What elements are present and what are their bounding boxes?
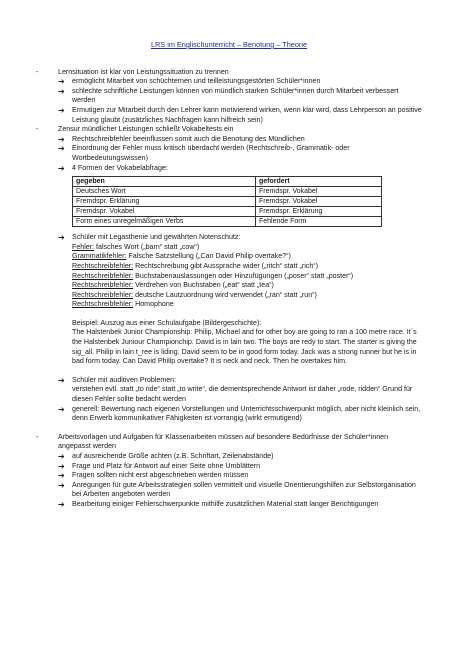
table-row: [73, 207, 382, 217]
table-cell: Fremdspr. Vokabel: [73, 207, 256, 217]
table-header-row: [73, 177, 382, 187]
arrow-icon: ➔: [58, 480, 65, 490]
table-cell: Fremdspr. Erklärung: [73, 197, 256, 207]
arrow-icon: ➔: [58, 375, 65, 385]
arrow-icon: ➔: [58, 134, 65, 144]
error-list: [58, 243, 422, 310]
arrow-icon: ➔: [58, 461, 65, 471]
section-text: Zensur mündlicher Leistungen schließt Vokabeltests ein: [58, 125, 234, 134]
page-title: LRS im Englischunterricht – Benotung – Theorie: [150, 40, 308, 49]
dash-bullet: -: [36, 125, 39, 134]
arrow-icon: ➔: [58, 86, 65, 96]
list-item: ➔ Fragen sollten nicht erst abgeschrieben werden müssen: [58, 471, 249, 481]
arrow-icon: ➔: [58, 144, 65, 154]
table-row: [73, 197, 382, 207]
list-item: ➔ schlechte schriftliche Leistungen können von mündlich starken Schüler*innen durch Mitarbeit verbessert werden: [58, 86, 399, 105]
section-arbeitsvorlagen: [36, 433, 422, 510]
auditiv-text: verstehen evtl. statt „to ride“ statt „to write“, die dementsprechende Antwort ist daher „rode, ridden“ Grund für diesen Fehler sollte bedacht werden: [72, 385, 413, 404]
list-item: ➔ Einordnung der Fehler muss kritisch überdacht werden (Rechtschreib-, Grammatik- oder Wortbedeutungswissen): [58, 144, 350, 162]
error-item: Grammatikfehler: Falsche Satzstellung („Can David Philip overtake?“): [72, 252, 291, 261]
table-cell: Deutsches Wort: [73, 187, 256, 197]
arrow-icon: ➔: [58, 77, 65, 87]
section-text: Arbeitsvorlagen und Aufgaben für Klassenarbeiten müssen auf besondere Bedürfnisse der Schüler*innen angepasst werden: [58, 432, 389, 451]
arrow-icon: ➔: [58, 105, 65, 115]
list-item: ➔ generell: Bewertung nach eigenen Vorstellungen und Unterrichtsschwerpunkt möglich, aber nicht kleinlich sein, denn Erwerb kommunikativer Fähigkeiten ist vorrangig (wirkt ermutigend): [58, 404, 421, 423]
example-title: Beispiel: Auszug aus einer Schulaufgabe (Bildergeschichte):: [72, 318, 262, 327]
list-item: ➔ Ermutigen zur Mitarbeit durch den Lehrer kann motivierend wirken, wenn klar wird, dass Lehrperson an positive Leistung glaubt (zusätzliches Nachfragen kann hilfreich sein): [58, 105, 422, 124]
error-item: Rechtschreibfehler: Rechtschreibung gibt Aussprache wider („ritch“ statt „rich“): [72, 261, 319, 270]
vokabel-table: [72, 176, 382, 227]
table-cell: Fehlende Form: [256, 217, 382, 227]
section-text: Lernsituation ist klar von Leistungssituation zu trennen: [58, 67, 229, 76]
table-row: [73, 217, 382, 227]
list-item: ➔ ermöglicht Mitarbeit von schüchternen und teilleistungsgestörten Schüler*innen: [58, 77, 321, 87]
table-cell: Fremdspr. Vokabel: [256, 197, 382, 207]
dash-bullet: -: [36, 67, 39, 76]
list-item: ➔ Frage und Platz für Antwort auf einer Seite ohne Umblättern: [58, 461, 261, 471]
table-header: gegeben: [73, 177, 256, 187]
list-item: ➔ Anregungen für gute Arbeitsstrategien sollen vermittelt und visuelle Orientierungshilfen zur Selbstorganisation bei Arbeiten angeboten werden: [58, 480, 416, 499]
arrow-icon: ➔: [58, 163, 65, 173]
list-item: ➔ Schüler mit Legasthenie und gewährten Notenschutz:: [58, 233, 241, 243]
arrow-icon: ➔: [58, 233, 65, 243]
table-cell: Fremdspr. Vokabel: [256, 187, 382, 197]
list-item: ➔ Schüler mit auditiven Problemen:: [58, 375, 177, 385]
list-item: ➔ Rechtschreibfehler beeinflussen somit auch die Benotung des Mündlichen: [58, 134, 305, 144]
dash-bullet: -: [36, 432, 39, 441]
error-item: Fehler: falsches Wort („barn“ statt „cow“): [72, 242, 200, 251]
section-lernsituation: [36, 68, 422, 126]
list-item: ➔ 4 Formen der Vokabelabfrage:: [58, 163, 168, 173]
list-item: ➔ Bearbeitung einiger Fehlerschwerpunkte mithilfe zusätzlichen Material statt langer Berichtigungen: [58, 499, 379, 509]
table-cell: Form eines unregelmäßigen Verbs: [73, 217, 256, 227]
error-item: Rechtschreibfehler: deutsche Lautzuordnung wird verwendet („ran“ statt „run“): [72, 290, 317, 299]
section-zensur: [36, 125, 422, 424]
error-item: Rechtschreibfehler: Buchstabenauslassungen oder Hinzufügungen („poser“ statt „poster“): [72, 271, 354, 280]
arrow-icon: ➔: [58, 471, 65, 481]
arrow-icon: ➔: [58, 452, 65, 461]
error-item: Rechtschreibfehler: Verdrehen von Buchstaben („eat“ statt „tea“): [72, 281, 274, 290]
list-item: ➔ auf ausreichende Größe achten (z.B. Schriftart, Zeilenabstände): [58, 452, 274, 461]
arrow-icon: ➔: [58, 499, 65, 509]
example-text: The Halstenbek Junior Championship: Philip, Michael and for other boy are going to ran a 100 metre race. It´s the Halstenbek Juniour Championchip. David is in lain two. The boys are redy to start. The starter is giving the sig_all. Philip in lain t_ree is liding. David seem to be in good form today. Jack was a strong runner but he is in bad form today. Can David Philip overtake? It is neck and neck. Then he overtakes him.: [72, 328, 417, 366]
table-row: [73, 187, 382, 197]
table-header: gefordert: [256, 177, 382, 187]
error-item: Rechtschreibfehler: Homophone: [72, 300, 174, 309]
arrow-icon: ➔: [58, 404, 65, 414]
table-cell: Fremdspr. Erklärung: [256, 207, 382, 217]
